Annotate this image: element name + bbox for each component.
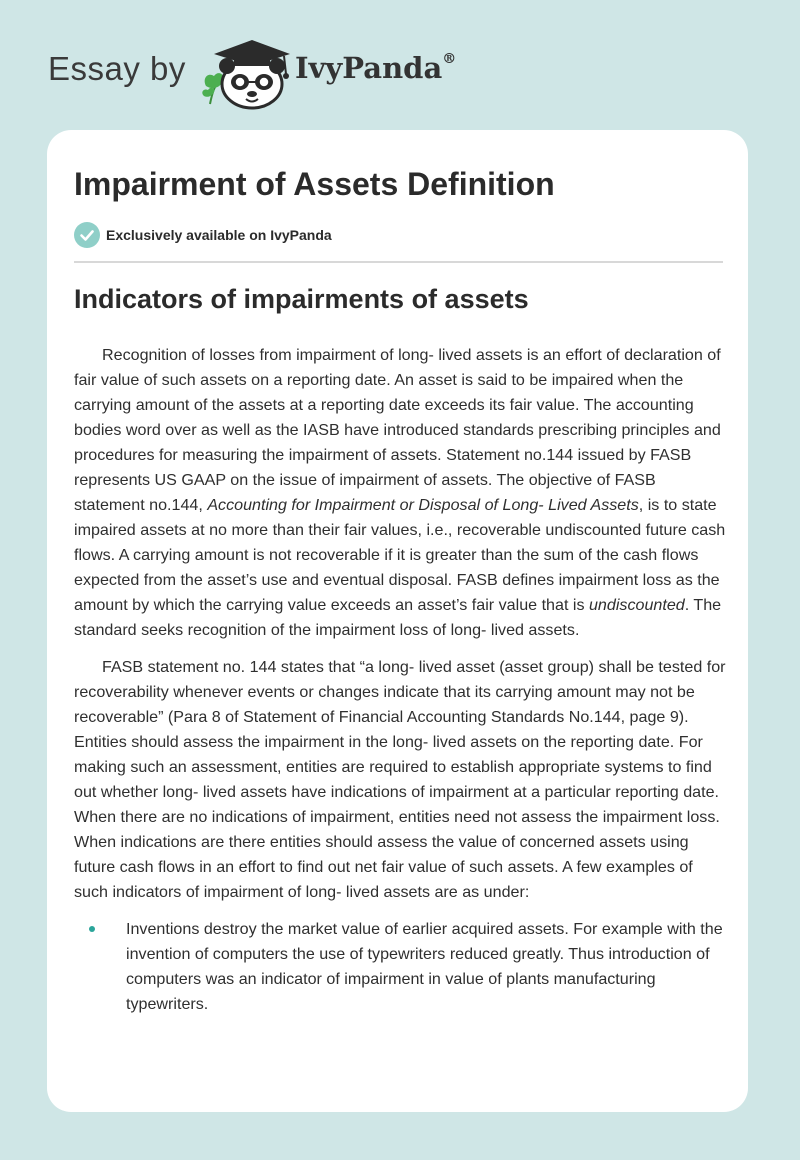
divider [74,261,723,263]
paragraph-1: Recognition of losses from impairment of long- lived assets is an effort of declaration of fair value of such assets on a reporting date. An asset is said to be impaired when the carrying amount of the assets at a reporting date exceeds its fair value. The accounting bodies word over as well as the IASB have introduced standards prescribing principles and procedures for measuring the impairment of assets. Statement no.144 issued by FASB represents US GAAP on the issue of impairment of assets. The objective of FASB statement no.144, Accounting for Impairment or Disposal of Long- Lived Assets, is to state impaired assets at no more than their fair values, i.e., recoverable undiscounted future cash flows. A carrying amount is not recoverable if it is greater than the sum of the cash flows expected from the asset’s use and eventual disposal. FASB defines impairment loss as the amount by which the carrying value exceeds an asset’s fair value that is undiscounted. The standard seeks recognition of the impairment loss of long- lived assets. [74,346,726,639]
list-item [74,917,726,1017]
indicator-list [74,917,726,1017]
brand-prefix: Essay by [48,50,186,87]
section-heading: Indicators of impairments of assets [74,284,529,314]
brand-name: IvyPanda® [295,51,457,85]
article-card [47,130,748,1112]
brand-header[interactable] [48,34,468,110]
registered-mark: ® [442,51,457,68]
article-body [74,343,726,1017]
exclusive-badge [74,222,332,248]
italic-undiscounted: undiscounted [588,596,685,614]
panda-graduate-icon [200,34,296,110]
paragraph-2: FASB statement no. 144 states that “a long- lived asset (asset group) shall be tested for recoverability whenever events or changes indicate that its carrying amount may not be recoverable” (Para 8 of Statement of Financial Accounting Standards No.144, page 9). Entities should assess the impairment in the long- lived assets on the reporting date. For making such an assessment, entities are required to establish appropriate systems to find out whether long- lived assets have indications of impairment at a particular reporting date. When there are no indications of impairment, entities need not assess the impairment loss. When indications are there entities should assess the value of concerned assets using future cash flows in an effort to find out net fair value of such assets. A few examples of such indicators of impairment of long- lived assets are as under: [74,658,726,901]
bullet-icon [89,926,95,932]
page-title: Impairment of Assets Definition [74,166,555,202]
italic-standard-title: Accounting for Impairment or Disposal of Long- Lived Assets [207,496,639,514]
check-circle-icon [74,222,100,248]
ivy-leaf-icon [202,73,223,104]
badge-text: Exclusively available on IvyPanda [106,227,332,243]
list-item-text: Inventions destroy the market value of earlier acquired assets. For example with the invention of computers the use of typewriters reduced greatly. Thus introduction of computers was an indicator of impairment in value of plants manufacturing typewriters. [126,920,723,1013]
